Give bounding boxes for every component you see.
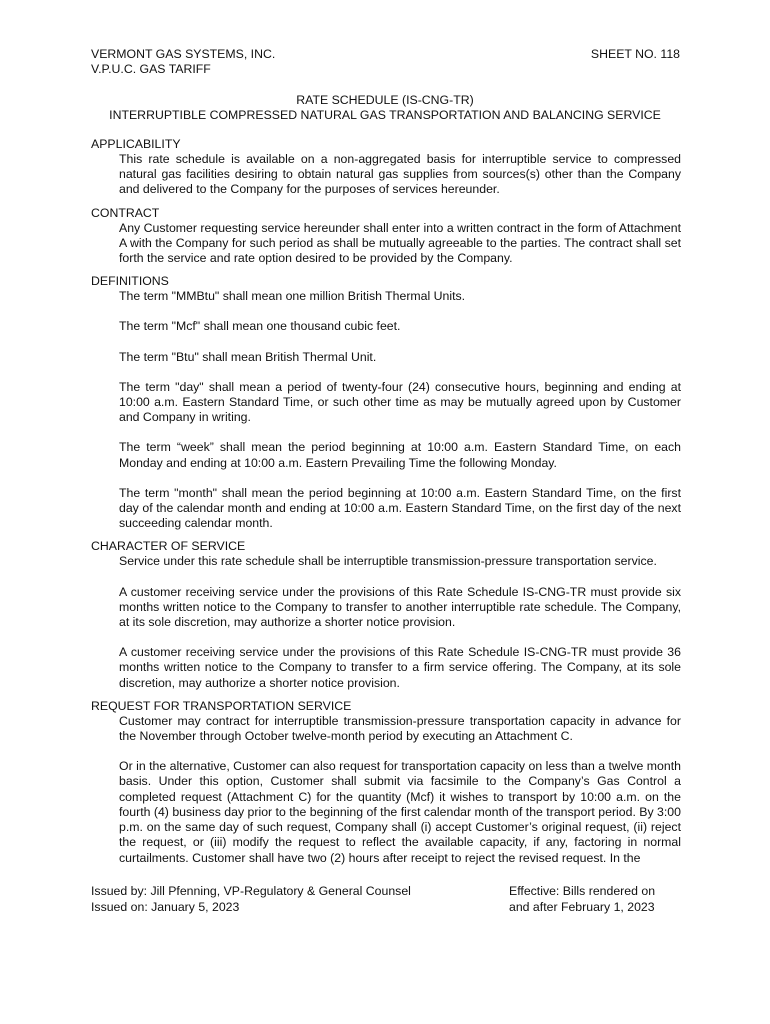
effective-date-line-1: Effective: Bills rendered on bbox=[509, 884, 656, 898]
contract-paragraph: Any Customer requesting service hereunder shall enter into a written contract in the form of Attachment A with the Company for such period as shall be mutually agreeable to the parties. The contract shall set forth the service and rate option desired to be provided by the Company. bbox=[119, 220, 681, 266]
character-paragraph-3: A customer receiving service under the provisions of this Rate Schedule IS-CNG-TR must provide 36 months written notice to the Company to transfer to a firm service offering. The Company, at its sole discretion, may authorize a shorter notice provision. bbox=[119, 645, 681, 690]
definition-btu: The term "Btu" shall mean British Thermal Unit. bbox=[119, 349, 377, 364]
section-heading-applicability: APPLICABILITY bbox=[91, 137, 181, 151]
definition-mmbtu: The term "MMBtu" shall mean one million British Thermal Units. bbox=[119, 289, 466, 304]
definition-mcf: The term "Mcf" shall mean one thousand cubic feet. bbox=[119, 319, 401, 334]
header-left bbox=[91, 47, 275, 77]
definition-month: The term "month" shall mean the period beginning at 10:00 a.m. Eastern Standard Time, on the first day of the calendar month and ending at 10:00 a.m. Eastern Standard Time, on the first day of the next succeeding calendar month. bbox=[119, 485, 681, 531]
definition-week: The term “week” shall mean the period beginning at 10:00 a.m. Eastern Standard Time, on each Monday and ending at 10:00 a.m. Eastern Prevailing Time the following Monday. bbox=[119, 440, 681, 470]
request-paragraph-1: Customer may contract for interruptible transmission-pressure transportation capacity in advance for the November through October twelve-month period by executing an Attachment C. bbox=[119, 713, 681, 744]
section-heading-request-for-transportation: REQUEST FOR TRANSPORTATION SERVICE bbox=[91, 698, 352, 713]
request-paragraph-2: Or in the alternative, Customer can also request for transportation capacity on less than a twelve month basis. Under this option, Customer shall submit via facsimile to the Company’s Gas Control a completed request (Attachment C) for the quantity (Mcf) it wishes to transport by 10:00 a.m. on the fourth (4) business day prior to the beginning of the first calendar month of the transport period. By 3:00 p.m. on the same day of such request, Company shall (i) accept Customer’s original request, (ii) reject the request, or (iii) modify the request to reflect the available capacity, if any, factoring in normal curtailments. Customer shall have two (2) hours after receipt to reject the revised request. In the bbox=[119, 759, 681, 865]
company-name: VERMONT GAS SYSTEMS, INC. bbox=[91, 47, 276, 61]
rate-schedule-title: RATE SCHEDULE (IS-CNG-TR) bbox=[296, 93, 474, 107]
sheet-number: SHEET NO. 118 bbox=[590, 47, 680, 61]
section-heading-contract: CONTRACT bbox=[91, 205, 160, 220]
footer-effective bbox=[509, 883, 655, 915]
applicability-paragraph: This rate schedule is available on a non-aggregated basis for interruptible service to compressed natural gas facilities desiring to obtain natural gas supplies from sources(s) other than the Company and delivered to the Company for the purposes of services hereunder. bbox=[119, 152, 681, 197]
section-heading-character-of-service: CHARACTER OF SERVICE bbox=[91, 539, 246, 554]
character-paragraph-1: Service under this rate schedule shall be interruptible transmission-pressure transportation service. bbox=[119, 554, 657, 569]
character-paragraph-2: A customer receiving service under the provisions of this Rate Schedule IS-CNG-TR must provide six months written notice to the Company to transfer to another interruptible rate schedule. The Company, at its sole discretion, may authorize a shorter notice provision. bbox=[119, 584, 681, 630]
rate-schedule-subtitle: INTERRUPTIBLE COMPRESSED NATURAL GAS TRANSPORTATION AND BALANCING SERVICE bbox=[109, 108, 661, 122]
section-heading-definitions: DEFINITIONS bbox=[91, 274, 169, 289]
definition-day: The term "day" shall mean a period of twenty-four (24) consecutive hours, beginning and ending at 10:00 a.m. Eastern Standard Time, or such other time as may be mutually agreed upon by Customer and Company in writing. bbox=[119, 379, 681, 425]
document-body bbox=[91, 137, 681, 866]
issued-on: Issued on: January 5, 2023 bbox=[91, 900, 240, 914]
issued-by: Issued by: Jill Pfenning, VP-Regulatory & General Counsel bbox=[91, 884, 411, 898]
tariff-name: V.P.U.C. GAS TARIFF bbox=[91, 62, 211, 76]
footer-issued bbox=[91, 883, 411, 915]
effective-date-line-2: and after February 1, 2023 bbox=[509, 900, 655, 914]
